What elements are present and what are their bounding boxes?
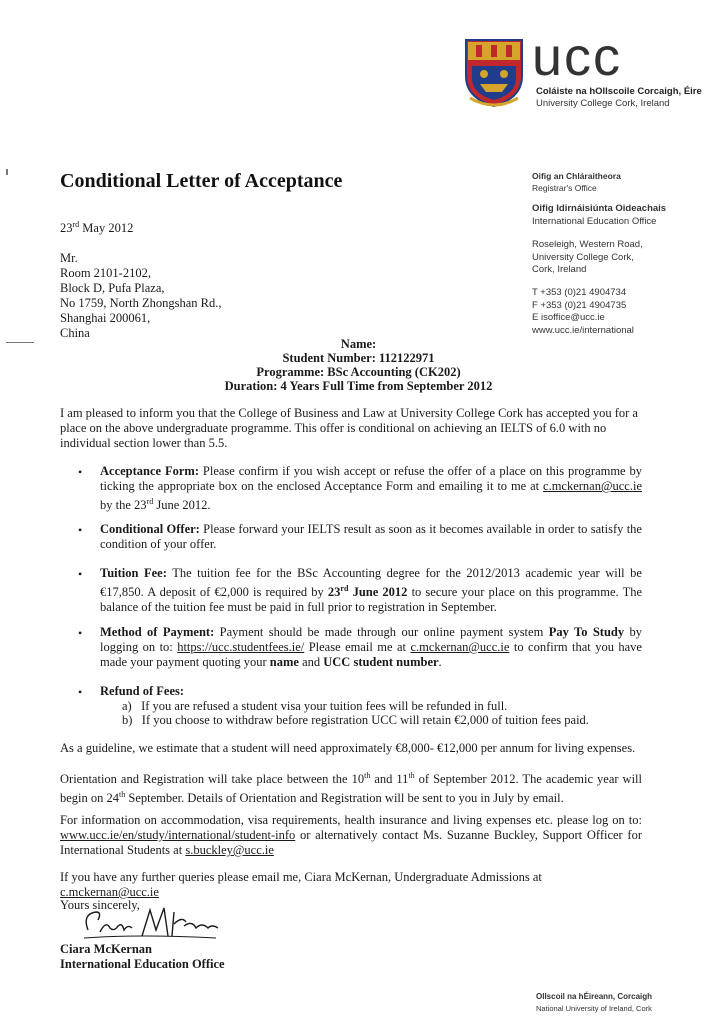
ucc-logo-text: ucc — [532, 27, 623, 87]
bullet-dot: • — [78, 523, 83, 537]
handwritten-signature — [80, 902, 220, 942]
letter-date: 23rd May 2012 — [60, 220, 134, 236]
email-link[interactable]: s.buckley@ucc.ie — [185, 843, 274, 857]
bullet-dot: • — [78, 685, 83, 699]
institution-english: University College Cork, Ireland — [536, 98, 670, 109]
summary-name: Name: — [340, 337, 377, 351]
bullet-dot: • — [78, 567, 83, 581]
student-summary — [0, 337, 717, 393]
conditional-offer-item: Conditional Offer: Please forward your IELTS result as soon as it becomes available in order to satisfy the condition of your offer. — [100, 522, 642, 551]
info-paragraph: For information on accommodation, visa requirements, health insurance and living expenses etc. please log on to: www.ucc.ie/en/study/international/student-info or alternatively contact Ms. Suzanne Buckley, Support Officer for International Students at s.buckley@ucc.ie — [60, 813, 642, 857]
office-website[interactable]: www.ucc.ie/international — [532, 324, 634, 336]
acceptance-form-item: Acceptance Form: Please confirm if you wish accept or refuse the offer of a place on this programme by ticking the appropriate box on the enclosed Acceptance Form and emailing it to me at c.mckernan@ucc.ie by the 23rd June 2012. — [100, 464, 643, 513]
office-address: Roseleigh, Western Road, University College Cork, Cork, Ireland — [532, 239, 643, 275]
refund-item-b: b) If you choose to withdraw before registration UCC will retain €2,000 of tuition fees paid. — [122, 713, 589, 727]
refund-heading: Refund of Fees: — [100, 684, 185, 698]
registrar-office: Oifig an Chláraitheora Registrar's Office — [532, 171, 621, 193]
footer-irish: Ollscoil na hÉireann, Corcaigh — [536, 992, 653, 1001]
refund-item-a: a) If you are refused a student visa your tuition fees will be refunded in full. — [122, 699, 508, 713]
intro-paragraph: I am pleased to inform you that the College of Business and Law at University College Cork has accepted you for a place on the above undergraduate programme. This offer is conditional on achieving an IELTS of 6.0 with no individual section lower than 5.5. — [60, 406, 638, 450]
email-link[interactable]: c.mckernan@ucc.ie — [543, 479, 642, 493]
queries-paragraph: If you have any further queries please email me, Ciara McKernan, Undergraduate Admissions at c.mckernan@ucc.ie — [60, 870, 542, 899]
email-link[interactable]: c.mckernan@ucc.ie — [60, 885, 159, 899]
office-email[interactable]: E isoffice@ucc.ie — [532, 312, 605, 323]
intl-office: Oifig Idirnáisiúnta Oideachais International Education Office — [532, 203, 667, 227]
signatory-office: International Education Office — [60, 957, 225, 971]
email-link[interactable]: c.mckernan@ucc.ie — [410, 640, 510, 654]
ucc-crest-icon — [462, 36, 526, 108]
student-info-link[interactable]: www.ucc.ie/en/study/international/student-info — [60, 828, 296, 842]
summary-programme: Programme: BSc Accounting (CK202) — [256, 365, 461, 379]
bullet-dot: • — [78, 465, 83, 479]
studentfees-link[interactable]: https://ucc.studentfees.ie/ — [177, 640, 305, 654]
office-contact: T +353 (0)21 4904734 F +353 (0)21 4904735 E isoffice@ucc.ie www.ucc.ie/international — [532, 287, 634, 336]
recipient-address: Mr. Room 2101-2102, Block D, Pufa Plaza, No 1759, North Zhongshan Rd., Shanghai 200061, China — [60, 251, 222, 340]
orientation-paragraph: Orientation and Registration will take place between the 10th and 11th of September 2012. The academic year will begin on 24th September. Details of Orientation and Registration will be sent to you in July by email. — [60, 771, 642, 806]
letter-title: Conditional Letter of Acceptance — [60, 170, 343, 192]
summary-student-number: Student Number: 112122971 — [282, 351, 435, 365]
signatory-name: Ciara McKernan — [60, 942, 152, 956]
summary-duration: Duration: 4 Years Full Time from September 2012 — [224, 379, 493, 393]
footer-english: National University of Ireland, Cork — [536, 1004, 652, 1013]
bullet-dot: • — [78, 626, 83, 640]
guideline-paragraph: As a guideline, we estimate that a student will need approximately €8,000- €12,000 per annum for living expenses. — [60, 741, 636, 755]
institution-irish: Coláiste na hOllscoile Corcaigh, Éire — [536, 86, 702, 97]
tuition-fee-item: Tuition Fee: The tuition fee for the BSc Accounting degree for the 2012/2013 academic year will be €17,850. A deposit of €2,000 is required by 23rd June 2012 to secure your place on this programme. The balance of the tuition fee must be paid in full prior to registration in September. — [100, 566, 643, 615]
margin-mark — [6, 169, 8, 175]
salutation: Yours sincerely, — [60, 898, 140, 912]
payment-method-item: Method of Payment: Payment should be made through our online payment system Pay To Study by logging on to: https://ucc.studentfees.ie/ Please email me at c.mckernan@ucc.ie to confirm that you have made your payment quoting your name and UCC student number. — [100, 625, 643, 669]
